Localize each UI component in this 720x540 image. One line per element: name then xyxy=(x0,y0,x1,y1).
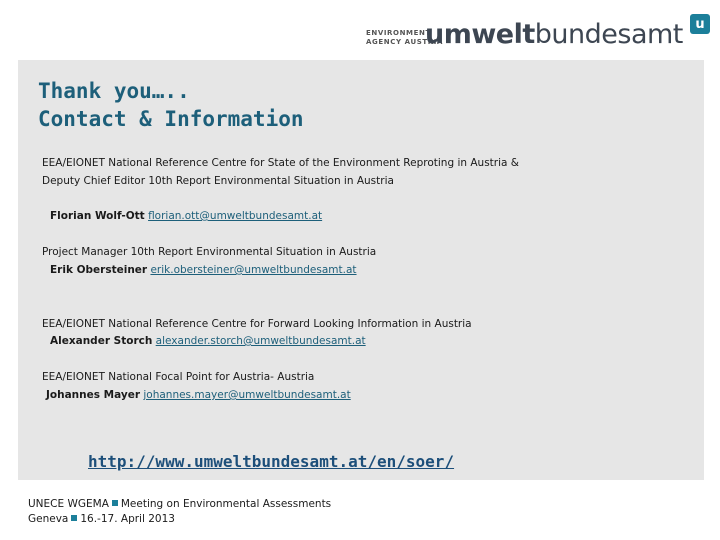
square-bullet-icon xyxy=(112,500,118,506)
role-2: Project Manager 10th Report Environmental Situation in Austria xyxy=(42,246,377,258)
role-1-line-2: Deputy Chief Editor 10th Report Environmental Situation in Austria xyxy=(42,175,394,187)
person-2-name: Erik Obersteiner xyxy=(50,264,148,276)
square-bullet-icon xyxy=(71,515,77,521)
logo-mark-icon: u xyxy=(690,14,710,34)
title-line-1: Thank you….. xyxy=(38,79,190,103)
logo-line-1: ENVIRONMENT xyxy=(366,29,431,37)
logo-wordmark xyxy=(425,18,683,52)
contact-3 xyxy=(50,334,366,348)
logo-word-regular: bundesamt xyxy=(534,19,683,50)
person-2-email-link[interactable]: erik.obersteiner@umweltbundesamt.at xyxy=(150,264,357,276)
footer-event: UNECE WGEMA xyxy=(28,498,109,510)
footer-location: Geneva xyxy=(28,513,69,525)
role-4: EEA/EIONET National Focal Point for Austria- Austria xyxy=(42,371,315,383)
slide-title xyxy=(38,77,304,133)
person-1-name: Florian Wolf-Ott xyxy=(50,210,145,222)
contact-2 xyxy=(50,263,357,277)
title-line-2: Contact & Information xyxy=(38,107,304,131)
soer-website-link[interactable]: http://www.umweltbundesamt.at/en/soer/ xyxy=(88,452,455,471)
contact-1 xyxy=(50,209,322,223)
person-4-name: Johannes Mayer xyxy=(46,389,141,401)
slide-footer xyxy=(28,497,331,527)
footer-line-1 xyxy=(28,497,331,512)
logo-word-bold: umwelt xyxy=(425,19,535,50)
person-4-email-link[interactable]: johannes.mayer@umweltbundesamt.at xyxy=(143,389,351,401)
content-panel xyxy=(18,60,704,480)
footer-date: 16.-17. April 2013 xyxy=(80,513,175,525)
role-1-line-1: EEA/EIONET National Reference Centre for State of the Environment Reproting in Austria & xyxy=(42,157,519,169)
logo-line-2: AGENCY AUSTRIA xyxy=(366,38,443,46)
footer-meeting: Meeting on Environmental Assessments xyxy=(120,498,332,510)
contact-4 xyxy=(46,388,351,402)
person-3-email-link[interactable]: alexander.storch@umweltbundesamt.at xyxy=(155,335,366,347)
person-1-email-link[interactable]: florian.ott@umweltbundesamt.at xyxy=(148,210,323,222)
person-3-name: Alexander Storch xyxy=(50,335,153,347)
footer-line-2 xyxy=(28,512,331,527)
role-3: EEA/EIONET National Reference Centre for Forward Looking Information in Austria xyxy=(42,318,472,330)
agency-logo xyxy=(350,14,710,54)
